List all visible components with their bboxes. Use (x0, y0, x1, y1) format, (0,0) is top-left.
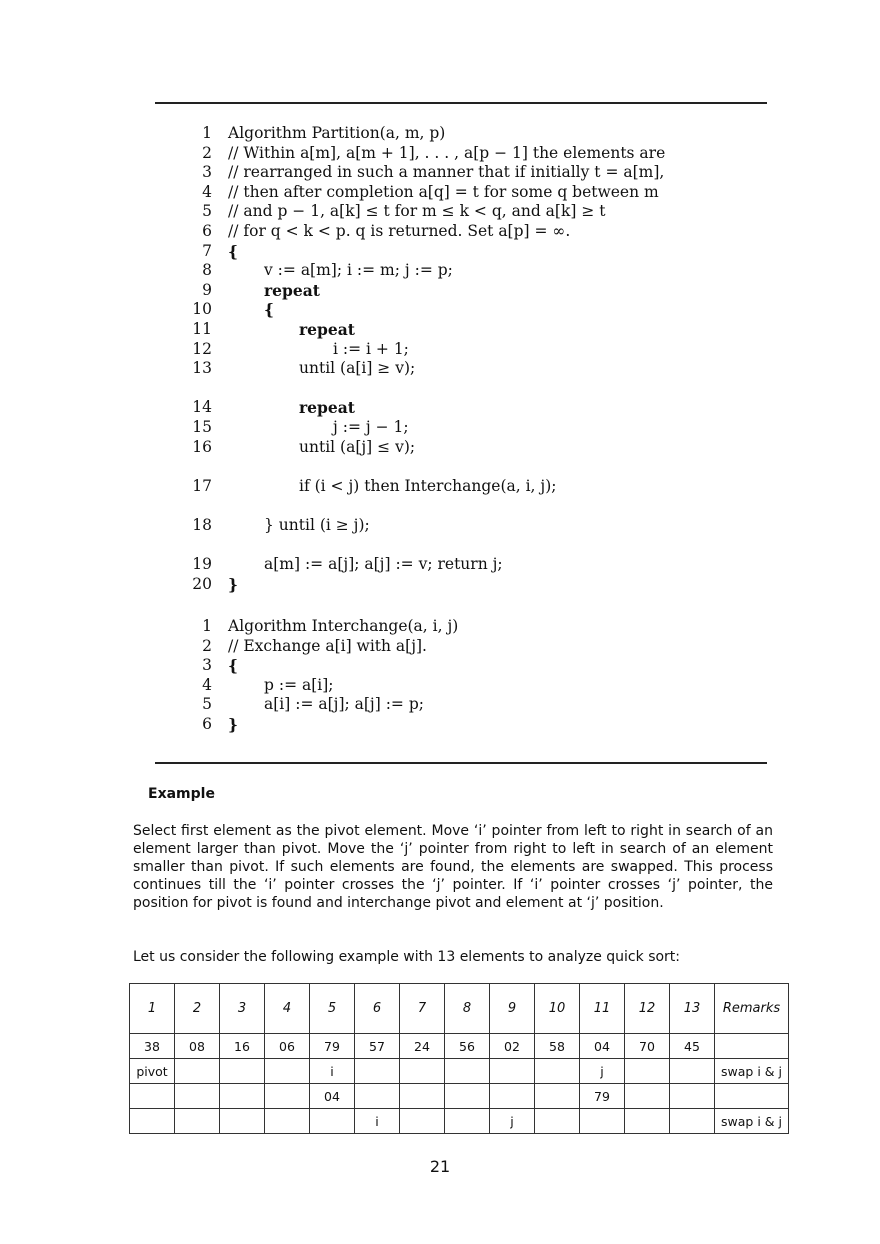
table-cell: 57 (355, 1034, 400, 1059)
column-header: 2 (175, 984, 220, 1034)
code-line (190, 617, 750, 637)
line-number: 5 (202, 695, 212, 714)
code-text: if (i < j) then Interchange(a, i, j); (299, 476, 557, 495)
line-number: 17 (192, 476, 212, 495)
line-number: 20 (192, 574, 212, 593)
blank-line (190, 379, 750, 399)
table-cell: swap i & j (715, 1109, 789, 1134)
code-line (190, 676, 750, 696)
line-number: 3 (202, 163, 212, 182)
code-line (190, 637, 750, 657)
code-line (190, 695, 750, 715)
code-text: until (a[i] ≥ v); (299, 359, 416, 378)
column-header: 11 (580, 984, 625, 1034)
code-text: { (264, 300, 274, 320)
line-number: 4 (202, 675, 212, 694)
code-line (190, 163, 750, 183)
column-header: 4 (265, 984, 310, 1034)
top-rule (155, 102, 767, 104)
table-cell: 16 (220, 1034, 265, 1059)
table-cell: 79 (310, 1034, 355, 1059)
line-number: 9 (202, 280, 212, 299)
table-cell (715, 1034, 789, 1059)
intro-paragraph: Let us consider the following example with 13 elements to analyze quick sort: (133, 949, 681, 965)
table-cell: 45 (670, 1034, 715, 1059)
table-row (130, 1109, 789, 1134)
code-text: p := a[i]; (264, 675, 334, 694)
code-text: // Exchange a[i] with a[j]. (228, 636, 427, 655)
table-cell (400, 1059, 445, 1084)
line-number: 4 (202, 182, 212, 201)
code-text: until (a[j] ≤ v); (299, 437, 416, 456)
blank-line (190, 457, 750, 477)
column-header: 13 (670, 984, 715, 1034)
quicksort-example-table (129, 983, 789, 1134)
table-cell (535, 1059, 580, 1084)
code-line (190, 418, 750, 438)
table-cell (715, 1084, 789, 1109)
table-cell (400, 1084, 445, 1109)
table-cell (670, 1059, 715, 1084)
line-number: 15 (192, 417, 212, 436)
page-number: 21 (429, 1157, 451, 1176)
line-number: 2 (202, 143, 212, 162)
code-line (190, 124, 750, 144)
table-cell: 79 (580, 1084, 625, 1109)
code-line (190, 281, 750, 301)
code-line (190, 183, 750, 203)
code-line (190, 144, 750, 164)
table-cell (220, 1084, 265, 1109)
table-cell (175, 1059, 220, 1084)
table-cell (670, 1109, 715, 1134)
table-cell (625, 1109, 670, 1134)
line-number: 8 (202, 261, 212, 280)
code-line (190, 477, 750, 497)
table-cell: i (355, 1109, 400, 1134)
table-row (130, 1084, 789, 1109)
code-text: repeat (299, 398, 355, 418)
table-cell: swap i & j (715, 1059, 789, 1084)
table-cell: 04 (580, 1034, 625, 1059)
table-cell (310, 1109, 355, 1134)
line-number: 2 (202, 636, 212, 655)
column-header: 8 (445, 984, 490, 1034)
code-text: } (228, 714, 238, 734)
code-line (190, 242, 750, 262)
table-cell (265, 1109, 310, 1134)
table-cell: 58 (535, 1034, 580, 1059)
table-cell (535, 1109, 580, 1134)
table-cell: 04 (310, 1084, 355, 1109)
description-paragraph: Select first element as the pivot element. Move ‘i’ pointer from left to right in search of an element larger than pivot. Move the ‘j’ pointer from right to left in search of an element smaller than pivot. If such elements are found, the elements are swapped. This process continues till the ‘i’ pointer crosses the ‘j’ pointer. If ‘i’ pointer crosses ‘j’ pointer, the position for pivot is found and interchange pivot and element at ‘j’ position. (133, 823, 773, 911)
table-cell: j (580, 1059, 625, 1084)
table-cell: 56 (445, 1034, 490, 1059)
table-cell (445, 1084, 490, 1109)
code-line (190, 202, 750, 222)
table-cell: 08 (175, 1034, 220, 1059)
line-number: 14 (192, 398, 212, 417)
table-cell: 24 (400, 1034, 445, 1059)
code-line (190, 656, 750, 676)
column-header: 7 (400, 984, 445, 1034)
column-header: 5 (310, 984, 355, 1034)
line-number: 7 (202, 241, 212, 260)
table-cell: j (490, 1109, 535, 1134)
code-line (190, 300, 750, 320)
partition-algorithm (190, 124, 750, 594)
line-number: 3 (202, 656, 212, 675)
code-line (190, 715, 750, 735)
table-cell (265, 1084, 310, 1109)
code-text: Algorithm Partition(a, m, p) (228, 124, 446, 142)
line-number: 1 (202, 124, 212, 142)
table-row (130, 1059, 789, 1084)
code-line (190, 261, 750, 281)
table-cell (265, 1059, 310, 1084)
code-text: { (228, 241, 238, 261)
table-cell: i (310, 1059, 355, 1084)
table-cell (355, 1059, 400, 1084)
code-line (190, 438, 750, 458)
code-line (190, 398, 750, 418)
code-text: Algorithm Interchange(a, i, j) (228, 617, 459, 635)
line-number: 6 (202, 221, 212, 240)
column-header: 3 (220, 984, 265, 1034)
code-line (190, 359, 750, 379)
table-cell (400, 1109, 445, 1134)
table-cell (130, 1109, 175, 1134)
table-cell: 02 (490, 1034, 535, 1059)
line-number: 16 (192, 437, 212, 456)
table-cell (580, 1109, 625, 1134)
line-number: 10 (192, 300, 212, 319)
code-text: a[i] := a[j]; a[j] := p; (264, 695, 424, 714)
line-number: 18 (192, 515, 212, 534)
code-line (190, 516, 750, 536)
column-header: 1 (130, 984, 175, 1034)
table-cell (355, 1084, 400, 1109)
blank-line (190, 535, 750, 555)
column-header: 6 (355, 984, 400, 1034)
line-number: 12 (192, 339, 212, 358)
table-row (130, 1034, 789, 1059)
code-line (190, 320, 750, 340)
code-text: // Within a[m], a[m + 1], . . . , a[p − 1] the elements are (228, 143, 666, 162)
table-cell (220, 1059, 265, 1084)
table-cell (175, 1109, 220, 1134)
table-cell (445, 1059, 490, 1084)
table-cell: 06 (265, 1034, 310, 1059)
table-cell (490, 1059, 535, 1084)
column-header: 9 (490, 984, 535, 1034)
table-cell (625, 1059, 670, 1084)
table-cell (130, 1084, 175, 1109)
code-text: } (228, 574, 238, 594)
table-cell (220, 1109, 265, 1134)
code-text: // for q < k < p. q is returned. Set a[p] = ∞. (228, 221, 571, 240)
code-text: i := i + 1; (333, 339, 409, 358)
line-number: 19 (192, 555, 212, 574)
line-number: 11 (192, 319, 212, 338)
code-line (190, 222, 750, 242)
table-cell: 38 (130, 1034, 175, 1059)
code-text: repeat (299, 319, 355, 339)
table-cell: 70 (625, 1034, 670, 1059)
table-cell (175, 1084, 220, 1109)
table-cell (490, 1084, 535, 1109)
code-text: j := j − 1; (333, 417, 409, 436)
code-text: v := a[m]; i := m; j := p; (264, 261, 453, 280)
table-header-row (130, 984, 789, 1034)
column-header: Remarks (715, 984, 789, 1034)
line-number: 5 (202, 202, 212, 221)
column-header: 10 (535, 984, 580, 1034)
code-text: // rearranged in such a manner that if initially t = a[m], (228, 163, 665, 182)
line-number: 13 (192, 359, 212, 378)
code-line (190, 340, 750, 360)
line-number: 6 (202, 714, 212, 733)
code-text: // then after completion a[q] = t for some q between m (228, 182, 659, 201)
table-cell: pivot (130, 1059, 175, 1084)
column-header: 12 (625, 984, 670, 1034)
code-text: } until (i ≥ j); (264, 515, 370, 534)
bottom-rule (155, 762, 767, 764)
code-line (190, 555, 750, 575)
code-text: a[m] := a[j]; a[j] := v; return j; (264, 555, 503, 574)
table-cell (535, 1084, 580, 1109)
table-cell (445, 1109, 490, 1134)
interchange-algorithm (190, 617, 750, 735)
example-heading: Example (148, 786, 215, 802)
code-text: // and p − 1, a[k] ≤ t for m ≤ k < q, and a[k] ≥ t (228, 202, 606, 221)
table-cell (670, 1084, 715, 1109)
code-text: repeat (264, 280, 320, 300)
blank-line (190, 496, 750, 516)
table-cell (625, 1084, 670, 1109)
line-number: 1 (202, 617, 212, 635)
code-line (190, 575, 750, 595)
code-text: { (228, 656, 238, 676)
